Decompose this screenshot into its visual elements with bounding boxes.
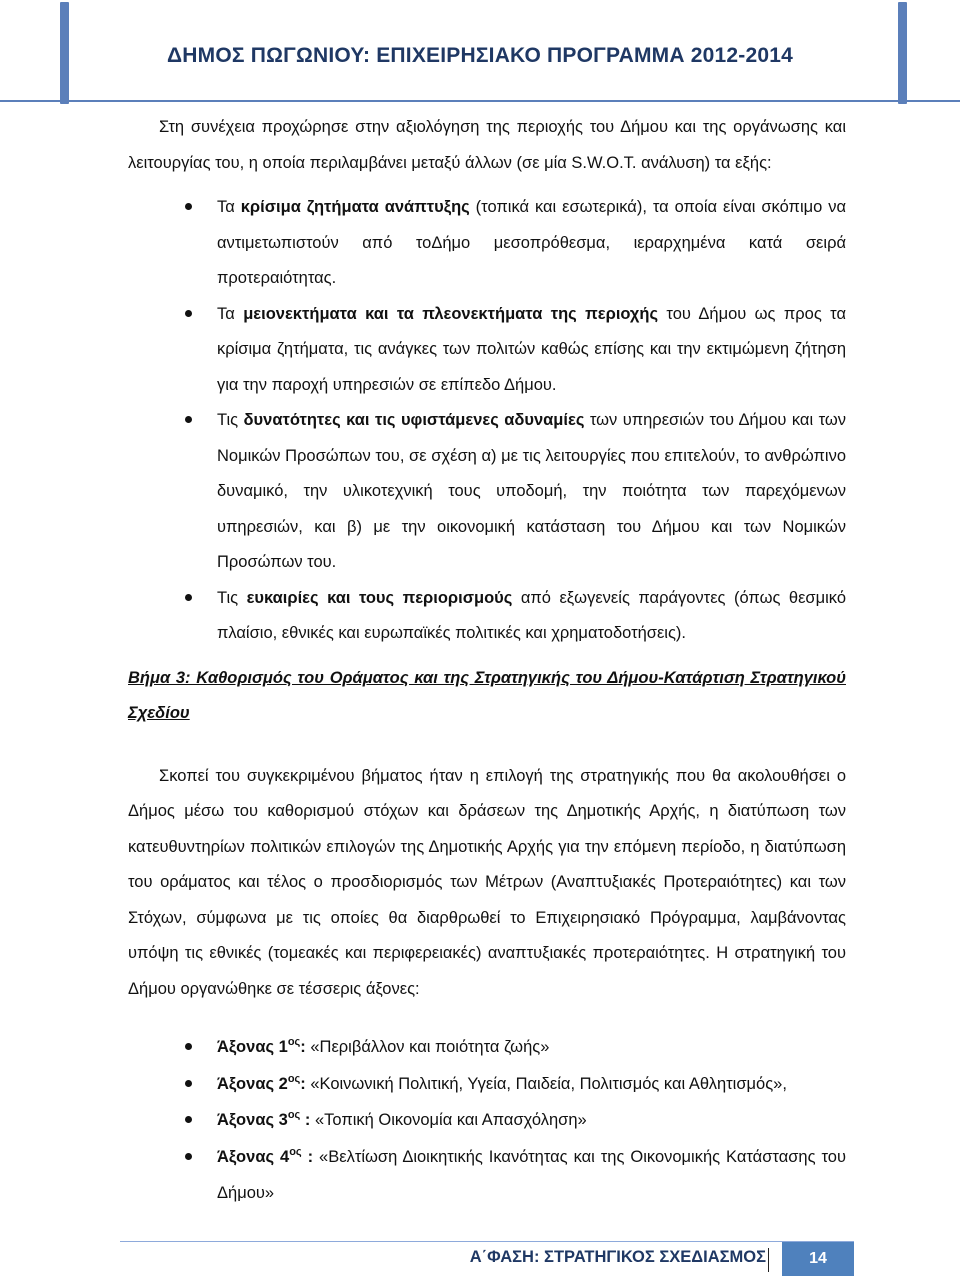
axis-item: Άξονας $4^{o\varsigma}$ : «Βελτίωση Διοικητικής Ικανότητας και της Οικονομικής Κατάστασης του Δήμου» bbox=[128, 1139, 846, 1212]
step3-heading: Βήμα 3: Καθορισμός του Οράματος και της Στρατηγικής του Δήμου-Κατάρτιση Στρατηγικού Σχεδίου bbox=[128, 668, 846, 722]
footer-phase-title: Α΄ΦΑΣΗ: ΣΤΡΑΤΗΓΙΚΟΣ ΣΧΕΔΙΑΣΜΟΣ bbox=[469, 1248, 766, 1266]
axis-item: Άξονας $2^{o\varsigma}$: «Κοινωνική Πολιτική, Υγεία, Παιδεία, Πολιτισμός και Αθλητισμός», bbox=[128, 1066, 846, 1103]
bullet-icon bbox=[185, 1116, 192, 1123]
axis-item: Άξονας $1^{o\varsigma}$: «Περιβάλλον και ποιότητα ζωής» bbox=[128, 1029, 846, 1066]
header-title: ΔΗΜΟΣ ΠΩΓΩΝΙΟΥ: ΕΠΙΧΕΙΡΗΣΙΑΚΟ ΠΡΟΓΡΑΜΜΑ 2012-2014 bbox=[167, 44, 793, 67]
header-left-bar bbox=[60, 2, 69, 104]
bullet-icon bbox=[185, 594, 192, 601]
list-item: Τα μειονεκτήματα και τα πλεονεκτήματα της περιοχής του Δήμου ως προς τα κρίσιμα ζητήματα, τις ανάγκες των πολιτών καθώς επίσης και την εκτιμώμενη ζήτηση για την παροχή υπηρεσιών σε επίπεδο Δήμου. bbox=[128, 297, 846, 404]
bullet-icon bbox=[185, 1153, 192, 1160]
header-rule bbox=[0, 100, 960, 102]
page-body bbox=[128, 110, 846, 1212]
list-item: Τα κρίσιμα ζητήματα ανάπτυξης (τοπικά και εσωτερικά), τα οποία είναι σκόπιμο να αντιμετωπιστούν από τοΔήμο μεσοπρόθεσμα, ιεραρχημένα κατά σειρά προτεραιότητας. bbox=[128, 190, 846, 297]
footer-rule bbox=[120, 1241, 854, 1242]
axes-list bbox=[128, 1029, 846, 1212]
list-item: Τις δυνατότητες και τις υφιστάμενες αδυναμίες των υπηρεσιών του Δήμου και των Νομικών Προσώπων του, σε σχέση α) με τις λειτουργίες που επιτελούν, το ανθρώπινο δυναμικό, την υλικοτεχνική τους υποδομή, την ποιότητα των παρεχόμενων υπηρεσιών, και β) με την οικονομική κατάσταση του Δήμου και των Νομικών Προσώπων του. bbox=[128, 403, 846, 581]
bullet-icon bbox=[185, 1043, 192, 1050]
step3-paragraph: Σκοπεί του συγκεκριμένου βήματος ήταν η επιλογή της στρατηγικής που θα ακολουθήσει ο Δήμος μέσω του καθορισμού στόχων και δράσεων της Δημοτικής Αρχής, η διατύπωση των κατευθυντηρίων πολιτικών επιλογών της Δημοτικής Αρχής για την επόμενη περίοδο, η διατύπωση του οράματος και τέλος ο προσδιορισμός των Μέτρων (Αναπτυξιακές Προτεραιότητες) και των Στόχων, σύμφωνα με τις οποίες θα διαρθρωθεί το Επιχειρησιακό Πρόγραμμα, λαμβάνοντας υπόψη τις εθνικές (τομεακές και περιφερειακές) αναπτυξιακές προτεραιότητες. Η στρατηγική του Δήμου οργανώθηκε σε τέσσερις άξονες: bbox=[128, 766, 846, 998]
bullet-icon bbox=[185, 203, 192, 210]
page-number: 14 bbox=[782, 1242, 854, 1276]
bullet-icon bbox=[185, 416, 192, 423]
bullet-icon bbox=[185, 310, 192, 317]
intro-paragraph: Στη συνέχεια προχώρησε στην αξιολόγηση της περιοχής του Δήμου και της οργάνωσης και λειτουργίας του, η οποία περιλαμβάνει μεταξύ άλλων (σε μία S.W.O.T. ανάλυση) τα εξής: bbox=[128, 118, 846, 172]
swot-list bbox=[128, 190, 846, 652]
header-right-bar bbox=[898, 2, 907, 104]
bullet-icon bbox=[185, 1080, 192, 1087]
axis-item: Άξονας $3^{o\varsigma}$ : «Τοπική Οικονομία και Απασχόληση» bbox=[128, 1102, 846, 1139]
list-item: Τις ευκαιρίες και τους περιορισμούς από εξωγενείς παράγοντες (όπως θεσμικό πλαίσιο, εθνικές και ευρωπαϊκές πολιτικές και χρηματοδοτήσεις). bbox=[128, 581, 846, 652]
footer-separator bbox=[768, 1248, 769, 1272]
